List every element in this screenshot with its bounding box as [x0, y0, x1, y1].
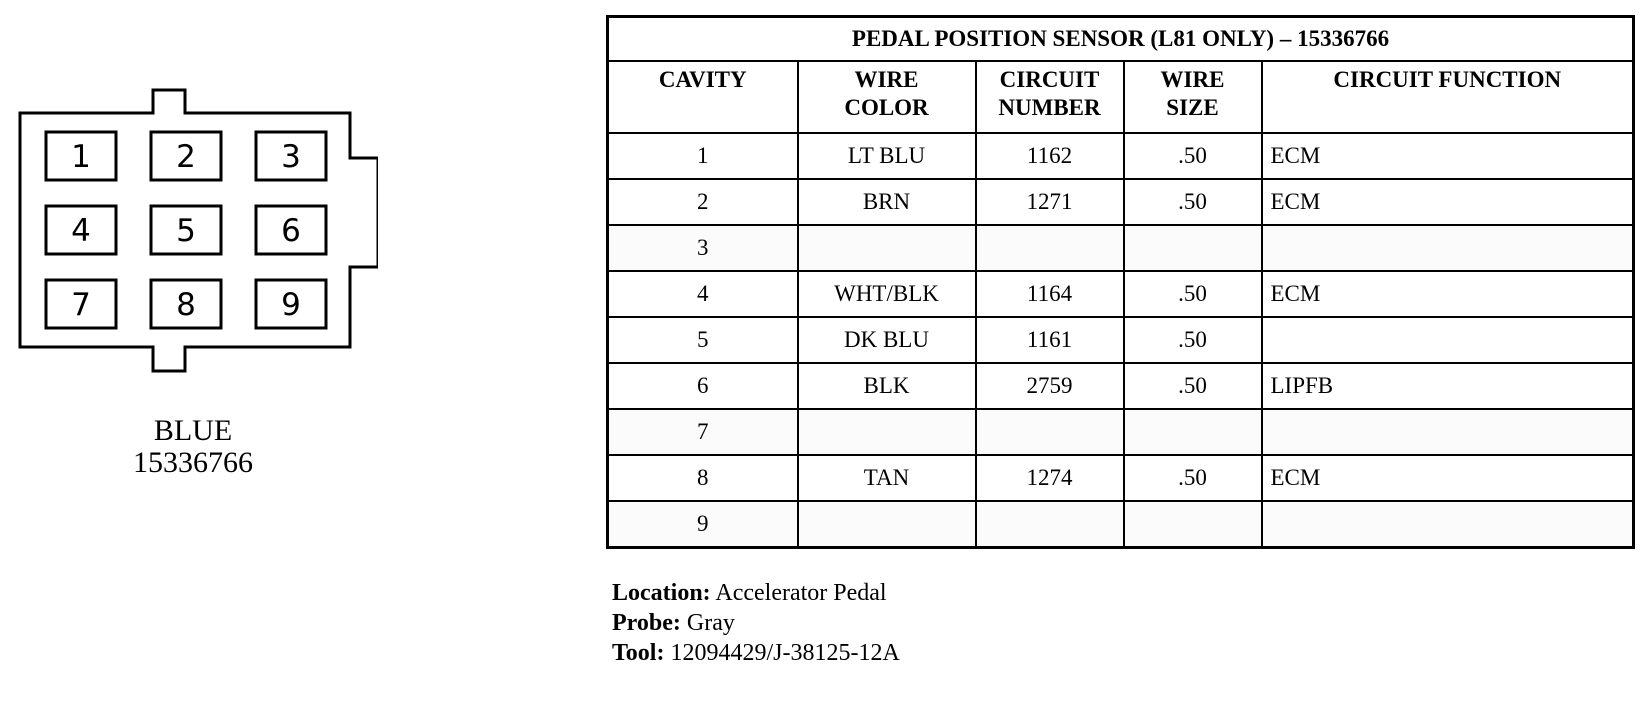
circuit-function-cell — [1262, 501, 1634, 548]
tool-label: Tool: — [612, 640, 665, 666]
wire-color-cell: DK BLU — [798, 317, 976, 363]
wire-size-cell — [1124, 225, 1262, 271]
table-title: PEDAL POSITION SENSOR (L81 ONLY) – 15336766 — [608, 17, 1634, 62]
cavity-cell: 4 — [608, 271, 798, 317]
tool-line — [612, 638, 900, 668]
column-header-line: WIRE — [854, 67, 919, 92]
wire-color-cell — [798, 409, 976, 455]
circuit-function-cell — [1262, 225, 1634, 271]
table-body — [608, 133, 1634, 548]
circuit-number-cell: 1271 — [976, 179, 1124, 225]
table-row — [608, 179, 1634, 225]
table-row — [608, 363, 1634, 409]
wire-size-cell — [1124, 409, 1262, 455]
wire-color-cell: TAN — [798, 455, 976, 501]
wire-size-cell: .50 — [1124, 363, 1262, 409]
probe-value: Gray — [686, 610, 735, 636]
table-row — [608, 271, 1634, 317]
cavity-cell: 1 — [608, 133, 798, 179]
column-header — [798, 61, 976, 133]
location-label: Location: — [612, 580, 711, 606]
circuit-number-cell: 1162 — [976, 133, 1124, 179]
wire-color-cell: BLK — [798, 363, 976, 409]
connector-color-label: BLUE — [153, 414, 233, 447]
circuit-number-cell: 1164 — [976, 271, 1124, 317]
column-header-line: CIRCUIT FUNCTION — [1333, 67, 1562, 92]
table-row — [608, 501, 1634, 548]
connector-part-number: 15336766 — [133, 446, 253, 479]
location-value: Accelerator Pedal — [715, 580, 887, 606]
circuit-number-cell: 1274 — [976, 455, 1124, 501]
tool-value: 12094429/J-38125-12A — [670, 640, 900, 666]
table-row — [608, 409, 1634, 455]
cavity-cell: 8 — [608, 455, 798, 501]
wire-size-cell: .50 — [1124, 133, 1262, 179]
wire-color-cell — [798, 501, 976, 548]
column-header-line: COLOR — [844, 95, 929, 120]
table-row — [608, 455, 1634, 501]
table-title-row — [608, 17, 1634, 62]
cavity-number: 2 — [176, 139, 196, 175]
circuit-number-cell: 1161 — [976, 317, 1124, 363]
column-header-line: SIZE — [1166, 95, 1219, 120]
column-header-line: CAVITY — [658, 67, 747, 92]
wire-size-cell: .50 — [1124, 271, 1262, 317]
cavity-number: 9 — [281, 287, 301, 323]
circuit-number-cell — [976, 225, 1124, 271]
cavity-cell: 9 — [608, 501, 798, 548]
circuit-number-cell: 2759 — [976, 363, 1124, 409]
column-header — [608, 61, 798, 133]
probe-line — [612, 608, 900, 638]
cavity-cell: 7 — [608, 409, 798, 455]
location-line — [612, 578, 900, 608]
probe-label: Probe: — [612, 610, 681, 636]
column-header — [1124, 61, 1262, 133]
circuit-function-cell: ECM — [1262, 133, 1634, 179]
table-row — [608, 225, 1634, 271]
circuit-function-cell — [1262, 409, 1634, 455]
table-row — [608, 317, 1634, 363]
cavity-cell: 5 — [608, 317, 798, 363]
table-row — [608, 133, 1634, 179]
cavity-number: 1 — [71, 139, 91, 175]
column-header-line: WIRE — [1160, 67, 1225, 92]
column-header-line: CIRCUIT — [999, 67, 1100, 92]
circuit-function-cell: ECM — [1262, 179, 1634, 225]
wire-color-cell: BRN — [798, 179, 976, 225]
column-header-line: NUMBER — [998, 95, 1101, 120]
circuit-number-cell — [976, 501, 1124, 548]
column-header — [1262, 61, 1634, 133]
cavity-cell: 3 — [608, 225, 798, 271]
wire-color-cell: WHT/BLK — [798, 271, 976, 317]
wire-size-cell: .50 — [1124, 317, 1262, 363]
connector-notes — [612, 578, 900, 668]
cavity-number: 8 — [176, 287, 196, 323]
wire-size-cell: .50 — [1124, 455, 1262, 501]
circuit-function-cell — [1262, 317, 1634, 363]
cavity-cell: 6 — [608, 363, 798, 409]
connector-diagram — [18, 87, 378, 377]
cavity-number: 5 — [176, 213, 196, 249]
pinout-table — [606, 15, 1635, 549]
wire-color-cell — [798, 225, 976, 271]
circuit-function-cell: LIPFB — [1262, 363, 1634, 409]
circuit-number-cell — [976, 409, 1124, 455]
cavity-number: 4 — [71, 213, 91, 249]
table-header-row — [608, 61, 1634, 133]
wire-size-cell — [1124, 501, 1262, 548]
cavity-number: 7 — [71, 287, 91, 323]
wire-color-cell: LT BLU — [798, 133, 976, 179]
column-header — [976, 61, 1124, 133]
cavity-group — [46, 132, 326, 328]
circuit-function-cell: ECM — [1262, 455, 1634, 501]
circuit-function-cell: ECM — [1262, 271, 1634, 317]
cavity-number: 6 — [281, 213, 301, 249]
cavity-number: 3 — [281, 139, 301, 175]
wire-size-cell: .50 — [1124, 179, 1262, 225]
cavity-cell: 2 — [608, 179, 798, 225]
